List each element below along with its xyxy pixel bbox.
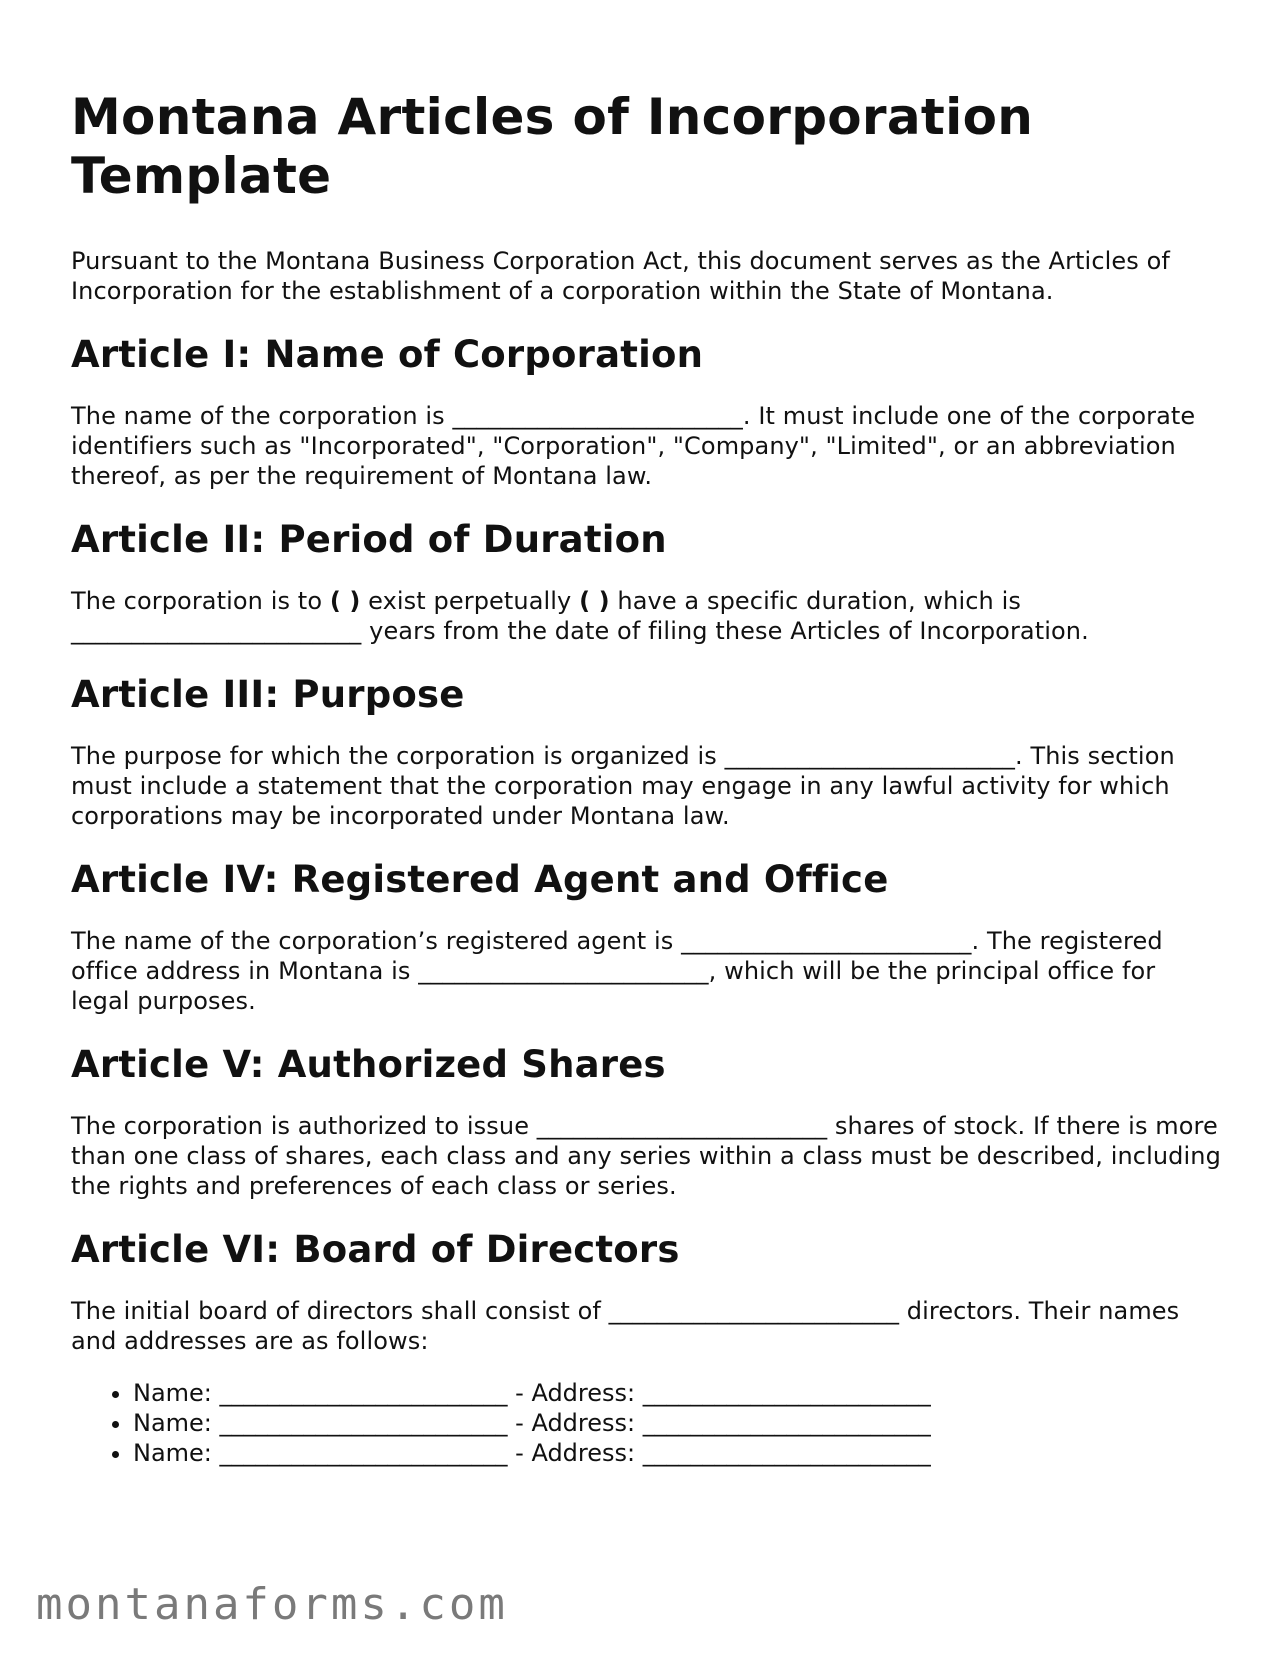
article-2-text: The corporation is to (71, 587, 330, 615)
director-address-blank[interactable]: ________________________ (642, 1379, 931, 1407)
duration-years-blank[interactable]: ________________________ (71, 617, 362, 645)
director-count-blank[interactable]: ________________________ (608, 1297, 900, 1325)
director-name-blank[interactable]: ________________________ (219, 1409, 508, 1437)
article-4-text-office: . The registered office address in Montana is (71, 927, 1163, 985)
article-1-paragraph (71, 401, 1221, 491)
article-3-heading: Article III: Purpose (71, 673, 465, 716)
article-2-text-end: years from the date of filing these Articles of Incorporation. (361, 617, 1089, 645)
list-item (133, 1378, 1221, 1408)
article-2-text-duration: have a specific duration, which is (609, 587, 1021, 615)
article-6-paragraph (71, 1296, 1221, 1356)
article-3-text: The purpose for which the corporation is organized is (71, 742, 725, 770)
article-4-text: The name of the corporation’s registered agent is (71, 927, 682, 955)
director-address-label: - Address: (507, 1439, 643, 1467)
authorized-shares-blank[interactable]: ________________________ (536, 1112, 828, 1140)
watermark: montanaforms.com (36, 1579, 508, 1630)
article-1-text: The name of the corporation is (71, 402, 453, 430)
list-item (133, 1408, 1221, 1438)
specific-duration-option-checkbox[interactable]: ( ) (579, 587, 610, 615)
registered-agent-blank[interactable]: ________________________ (681, 927, 972, 955)
director-name-blank[interactable]: ________________________ (219, 1379, 508, 1407)
article-6-heading: Article VI: Board of Directors (71, 1228, 680, 1271)
article-3-text-continued: . This section must include a statement that the corporation may engage in any lawful activity for which corporations may be incorporated under Montana law. (71, 742, 1175, 830)
director-address-label: - Address: (507, 1379, 643, 1407)
corporation-name-blank[interactable]: ________________________ (452, 402, 743, 430)
document-title: Montana Articles of Incorporation Template (71, 88, 1034, 205)
director-name-label: Name: (133, 1409, 220, 1437)
article-2-text-perpetual: exist perpetually (360, 587, 580, 615)
director-name-label: Name: (133, 1379, 220, 1407)
article-2-paragraph (71, 586, 1221, 646)
article-6-text-continued: directors. Their names and addresses are as follows: (71, 1297, 1180, 1355)
article-2-heading: Article II: Period of Duration (71, 518, 667, 561)
article-1-text-continued: . It must include one of the corporate identifiers such as "Incorporated", "Corporation", "Company", "Limited", or an abbreviation thereof, as per the requirement of Montana law. (71, 402, 1196, 490)
director-list (71, 1378, 1221, 1468)
article-6-text: The initial board of directors shall consist of (71, 1297, 609, 1325)
document-page (71, 88, 1221, 1468)
director-address-blank[interactable]: ________________________ (642, 1439, 931, 1467)
intro-paragraph: Pursuant to the Montana Business Corporation Act, this document serves as the Articles of Incorporation for the establishment of a corporation within the State of Montana. (71, 247, 1170, 305)
registered-office-blank[interactable]: ________________________ (418, 957, 709, 985)
purpose-blank[interactable]: ________________________ (724, 742, 1016, 770)
director-address-blank[interactable]: ________________________ (642, 1409, 931, 1437)
article-5-heading: Article V: Authorized Shares (71, 1043, 666, 1086)
article-5-text-continued: shares of stock. If there is more than one class of shares, each class and any series within a class must be described, including the rights and preferences of each class or series. (71, 1112, 1221, 1200)
perpetual-option-checkbox[interactable]: ( ) (329, 587, 361, 615)
director-name-blank[interactable]: ________________________ (219, 1439, 508, 1467)
article-5-text: The corporation is authorized to issue (71, 1112, 537, 1140)
article-4-paragraph (71, 926, 1221, 1016)
director-address-label: - Address: (507, 1409, 643, 1437)
director-name-label: Name: (133, 1439, 220, 1467)
list-item (133, 1438, 1221, 1468)
article-1-heading: Article I: Name of Corporation (71, 333, 704, 376)
article-3-paragraph (71, 741, 1221, 831)
article-4-text-end: , which will be the principal office for legal purposes. (71, 957, 1156, 1015)
article-5-paragraph (71, 1111, 1221, 1201)
article-4-heading: Article IV: Registered Agent and Office (71, 858, 889, 901)
